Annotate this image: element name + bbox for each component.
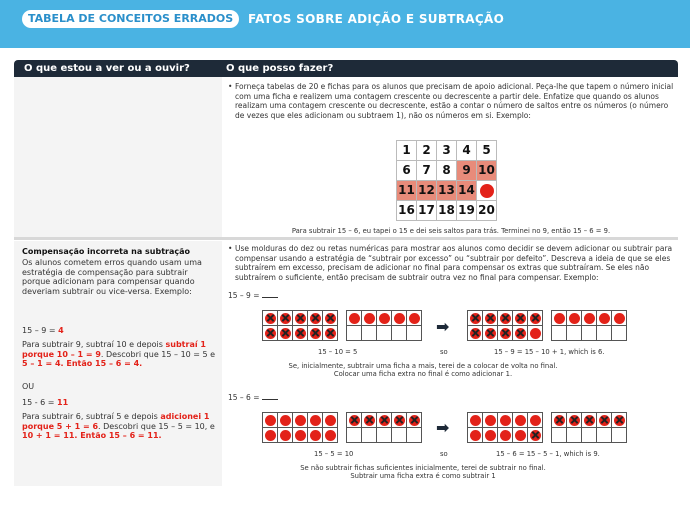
frame-2b <box>346 412 422 443</box>
frame-cell <box>597 413 611 427</box>
chart-cell: 17 <box>417 201 436 220</box>
frame-cell <box>392 326 406 340</box>
crossed-counter-icon <box>295 313 306 324</box>
so-label-1: so <box>440 348 448 356</box>
crossed-counter-icon <box>500 313 511 324</box>
crossed-counter-icon <box>310 313 321 324</box>
frame-1c <box>467 310 543 341</box>
frame-cell <box>513 428 527 442</box>
crossed-counter-icon <box>470 313 481 324</box>
counter-icon <box>379 313 390 324</box>
frame-cell <box>308 428 322 442</box>
example2-explanation: Para subtrair 6, subtraí 5 e depois adicionei 1 porque 5 + 1 = 6. Descobri que 15 – 5 = 10, e 10 + 1 = 11. Então 15 – 6 = 11. <box>22 412 215 441</box>
counter-icon <box>364 313 375 324</box>
frame-cell <box>293 413 307 427</box>
chart-cell: 11 <box>397 181 416 200</box>
frame-cell <box>513 413 527 427</box>
crossed-counter-icon <box>530 430 541 441</box>
arrow-right-icon: ➡ <box>436 418 450 437</box>
crossed-counter-icon <box>569 415 580 426</box>
chart-cell: 3 <box>437 141 456 160</box>
frame-cell <box>612 413 626 427</box>
chart-cell: 7 <box>417 161 436 180</box>
frame-cell <box>483 413 497 427</box>
crossed-counter-icon <box>364 415 375 426</box>
frame-cell <box>293 326 307 340</box>
frame-cell <box>362 311 376 325</box>
chart-cell: 9 <box>457 161 476 180</box>
frame-1b <box>346 310 422 341</box>
row2-description: Os alunos cometem erros quando usam uma estratégia de compensação para subtrair porque adicionam para compensar quando deveriam subtrair ou vice-versa. Exemplo: <box>22 258 202 296</box>
chart-cell <box>477 181 496 200</box>
counter-icon <box>325 415 336 426</box>
chart-cell: 10 <box>477 161 496 180</box>
example2-equation: 15 - 6 = 11 <box>22 398 69 407</box>
counter-icon <box>485 415 496 426</box>
frame-cell <box>323 428 337 442</box>
frame-cell <box>468 311 482 325</box>
frame-cell <box>278 413 292 427</box>
frame-cell <box>513 326 527 340</box>
counter-icon <box>515 415 526 426</box>
example1-equation: 15 – 9 = 4 <box>22 326 64 335</box>
column-header-right: O que posso fazer? <box>226 63 334 74</box>
arrow-right-icon: ➡ <box>436 317 450 336</box>
counter-icon <box>295 430 306 441</box>
frame-cell <box>597 326 611 340</box>
header-banner <box>0 0 690 48</box>
counter-chip <box>480 184 494 198</box>
counter-icon <box>409 313 420 324</box>
counter-icon <box>530 328 541 339</box>
counter-icon <box>470 415 481 426</box>
counter-icon <box>470 430 481 441</box>
frame-cell <box>278 326 292 340</box>
counter-icon <box>614 313 625 324</box>
frame-cell <box>377 413 391 427</box>
frame-cell <box>582 428 596 442</box>
chart-cell: 14 <box>457 181 476 200</box>
row1-left-cell <box>14 77 222 237</box>
crossed-counter-icon <box>265 328 276 339</box>
row1-text: • Forneça tabelas de 20 e fichas para os alunos que precisam de apoio adicional. Peça-lhe que tapem o número inicial com uma ficha e realizem uma contagem crescente ou decrescente a partir dele. Enfatize que quando os alunos realizam uma contagem crescente ou decrescente, estão a contar o número de saltos entre os números (o número de vezes que eles adicionam ou subtraem 1), não os números em si. Exemplo: <box>228 82 674 120</box>
frame-cell <box>263 311 277 325</box>
crossed-counter-icon <box>409 415 420 426</box>
row1-caption: Para subtrair 15 – 6, eu tapei o 15 e dei seis saltos para trás. Terminei no 9, então 15 – 6 = 9. <box>291 227 611 235</box>
frame-cell <box>392 428 406 442</box>
crossed-counter-icon <box>485 328 496 339</box>
caption-1b: Colocar uma ficha extra no final é como adicionar 1. <box>333 370 513 378</box>
frame-cell <box>528 311 542 325</box>
counter-icon <box>310 415 321 426</box>
chart-cell: 16 <box>397 201 416 220</box>
frame-2a <box>262 412 338 443</box>
crossed-counter-icon <box>515 328 526 339</box>
label-1b: 15 – 9 = 15 – 10 + 1, which is 6. <box>494 348 605 356</box>
crossed-counter-icon <box>394 415 405 426</box>
crossed-counter-icon <box>485 313 496 324</box>
frame-cell <box>362 326 376 340</box>
frame-cell <box>552 311 566 325</box>
frame-cell <box>528 326 542 340</box>
counter-icon <box>310 430 321 441</box>
frame-cell <box>377 428 391 442</box>
frame-cell <box>567 413 581 427</box>
so-label-2: so <box>440 450 448 458</box>
caption-1a: Se, inicialmente, subtrair uma ficha a mais, terei de a colocar de volta no final. <box>288 362 558 370</box>
counter-icon <box>265 430 276 441</box>
frame-2d <box>551 412 627 443</box>
frame-cell <box>582 311 596 325</box>
caption-2b: Subtrair uma ficha extra é como subtrair 1 <box>350 472 496 480</box>
frame-cell <box>468 413 482 427</box>
counter-icon <box>500 415 511 426</box>
chart-cell: 8 <box>437 161 456 180</box>
problem2-label: 15 – 6 = <box>228 392 278 403</box>
crossed-counter-icon <box>599 415 610 426</box>
frame-cell <box>528 428 542 442</box>
chart-cell: 20 <box>477 201 496 220</box>
chart-cell: 6 <box>397 161 416 180</box>
frame-cell <box>513 311 527 325</box>
frame-cell <box>308 413 322 427</box>
counter-icon <box>280 415 291 426</box>
frame-cell <box>612 311 626 325</box>
frame-cell <box>377 326 391 340</box>
crossed-counter-icon <box>325 313 336 324</box>
frame-cell <box>483 326 497 340</box>
counter-icon <box>325 430 336 441</box>
counter-icon <box>500 430 511 441</box>
row1-paragraph: Forneça tabelas de 20 e fichas para os alunos que precisam de apoio adicional. Peça-lhe que tapem o número inicial com uma ficha e realizem uma contagem crescente ou decrescente a partir dele. Enfatize que quando os alunos realizam uma contagem crescente ou decrescente, estão a contar o número de saltos entre os números (o número de vezes que eles adicionam ou subtraem 1), não os números em si. Exemplo: <box>235 82 674 120</box>
example1-explanation: Para subtrair 9, subtraí 10 e depois subtraí 1 porque 10 – 1 = 9. Descobri que 15 – 10 = 5 e 5 – 1 = 4. Então 15 – 6 = 4. <box>22 340 216 369</box>
row2-title: Compensação incorreta na subtração <box>22 247 190 256</box>
frame-cell <box>347 413 361 427</box>
crossed-counter-icon <box>515 313 526 324</box>
label-1a: 15 – 10 = 5 <box>318 348 358 356</box>
header-tag: TABELA DE CONCEITOS ERRADOS <box>22 10 239 28</box>
frame-cell <box>483 428 497 442</box>
frame-cell <box>347 326 361 340</box>
chart-cell: 13 <box>437 181 456 200</box>
counter-icon <box>295 415 306 426</box>
crossed-counter-icon <box>584 415 595 426</box>
label-2a: 15 – 5 = 10 <box>314 450 354 458</box>
counter-icon <box>265 415 276 426</box>
chart-cell: 2 <box>417 141 436 160</box>
frame-cell <box>392 413 406 427</box>
counter-icon <box>515 430 526 441</box>
frame-cell <box>362 428 376 442</box>
crossed-counter-icon <box>310 328 321 339</box>
frame-cell <box>392 311 406 325</box>
frame-cell <box>567 428 581 442</box>
frame-cell <box>552 326 566 340</box>
twenty-chart <box>396 140 497 221</box>
crossed-counter-icon <box>325 328 336 339</box>
frame-cell <box>407 311 421 325</box>
row2-text: • Use molduras do dez ou retas numéricas para mostrar aos alunos como decidir se devem adicionar ou subtrair para compensar usando a estratégia de “subtrair por excesso” ou “subtrair por defeito”. Descreva a ideia de que se eles subtraírem em excesso, precisam de adicionar no final para compensar os extras que subtraíram. Se eles não subtraírem o suficiente, então precisam de subtrair outra vez no final para compensar. Exemplo: <box>228 244 673 282</box>
frame-cell <box>323 311 337 325</box>
frame-cell <box>347 311 361 325</box>
frame-cell <box>483 311 497 325</box>
counter-icon <box>280 430 291 441</box>
crossed-counter-icon <box>554 415 565 426</box>
frame-cell <box>362 413 376 427</box>
frame-cell <box>498 413 512 427</box>
frame-cell <box>323 326 337 340</box>
header-subtitle: FATOS SOBRE ADIÇÃO E SUBTRAÇÃO <box>248 12 505 26</box>
crossed-counter-icon <box>470 328 481 339</box>
frame-cell <box>582 326 596 340</box>
crossed-counter-icon <box>379 415 390 426</box>
counter-icon <box>530 415 541 426</box>
table-header <box>14 60 678 77</box>
frame-cell <box>308 311 322 325</box>
frame-cell <box>582 413 596 427</box>
frame-cell <box>278 428 292 442</box>
frame-cell <box>498 326 512 340</box>
label-2b: 15 – 6 = 15 – 5 – 1, which is 9. <box>496 450 600 458</box>
frame-cell <box>323 413 337 427</box>
column-header-left: O que estou a ver ou a ouvir? <box>24 63 190 74</box>
crossed-counter-icon <box>280 328 291 339</box>
counter-icon <box>394 313 405 324</box>
counter-icon <box>485 430 496 441</box>
frame-cell <box>597 428 611 442</box>
frame-cell <box>597 311 611 325</box>
frame-cell <box>612 326 626 340</box>
frame-cell <box>468 326 482 340</box>
frame-cell <box>498 311 512 325</box>
frame-cell <box>407 413 421 427</box>
frame-cell <box>567 311 581 325</box>
crossed-counter-icon <box>500 328 511 339</box>
chart-cell: 19 <box>457 201 476 220</box>
counter-icon <box>584 313 595 324</box>
frame-cell <box>567 326 581 340</box>
frame-cell <box>407 428 421 442</box>
frame-cell <box>293 428 307 442</box>
frame-cell <box>552 413 566 427</box>
frame-cell <box>612 428 626 442</box>
frame-cell <box>468 428 482 442</box>
frame-cell <box>498 428 512 442</box>
crossed-counter-icon <box>349 415 360 426</box>
counter-icon <box>569 313 580 324</box>
crossed-counter-icon <box>295 328 306 339</box>
chart-cell: 12 <box>417 181 436 200</box>
frame-cell <box>377 311 391 325</box>
frame-cell <box>263 428 277 442</box>
frame-cell <box>407 326 421 340</box>
row2-paragraph: Use molduras do dez ou retas numéricas para mostrar aos alunos como decidir se devem adicionar ou subtrair para compensar usando a estratégia de “subtrair por excesso” ou “subtrair por defeito”. Descreva a ideia de que se eles subtraírem em excesso, precisam de adicionar no final para compensar os extras que subtraíram. Se eles não subtraírem o suficiente, então precisam de subtrair outra vez no final para compensar. Exemplo: <box>235 244 673 282</box>
chart-cell: 1 <box>397 141 416 160</box>
row-divider <box>14 237 678 240</box>
frame-cell <box>263 413 277 427</box>
frame-cell <box>278 311 292 325</box>
caption-2a: Se não subtrair fichas suficientes inicialmente, terei de subtrair no final. <box>300 464 546 472</box>
counter-icon <box>554 313 565 324</box>
frame-cell <box>528 413 542 427</box>
crossed-counter-icon <box>280 313 291 324</box>
problem1-label: 15 – 9 = <box>228 290 278 301</box>
frame-1d <box>551 310 627 341</box>
frame-cell <box>308 326 322 340</box>
frame-cell <box>347 428 361 442</box>
chart-cell: 4 <box>457 141 476 160</box>
crossed-counter-icon <box>530 313 541 324</box>
frame-cell <box>293 311 307 325</box>
counter-icon <box>599 313 610 324</box>
crossed-counter-icon <box>614 415 625 426</box>
or-label: OU <box>22 382 35 391</box>
chart-cell: 18 <box>437 201 456 220</box>
frame-cell <box>263 326 277 340</box>
frame-cell <box>552 428 566 442</box>
chart-cell: 5 <box>477 141 496 160</box>
frame-1a <box>262 310 338 341</box>
crossed-counter-icon <box>265 313 276 324</box>
counter-icon <box>349 313 360 324</box>
frame-2c <box>467 412 543 443</box>
